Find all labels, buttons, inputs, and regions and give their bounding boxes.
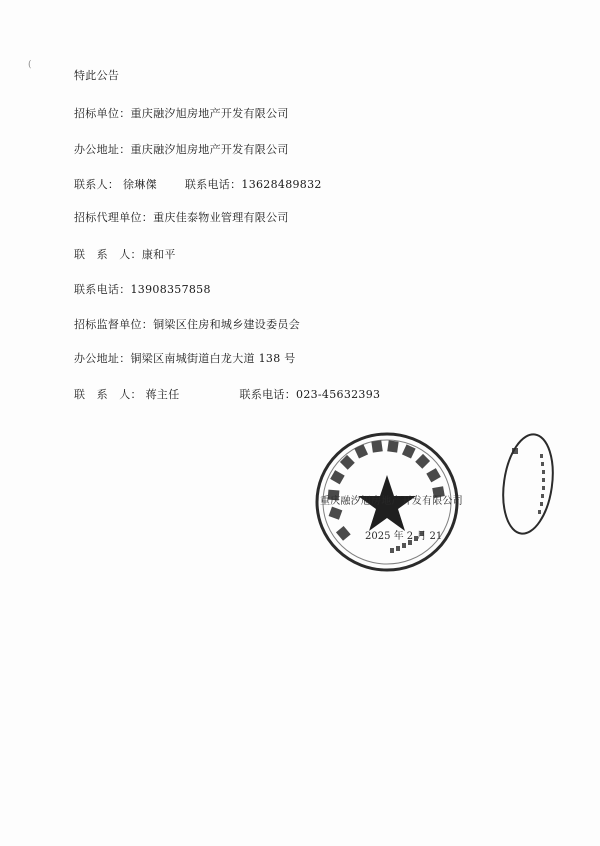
signature-company: 重庆融汐旭房地产开发有限公司 [320, 496, 463, 507]
supervisor-line [74, 318, 300, 332]
agent-value: 重庆佳泰物业管理有限公司 [153, 211, 289, 224]
supervisor-value: 铜梁区住房和城乡建设委员会 [153, 318, 301, 331]
agent-label: 招标代理单位： [74, 211, 154, 224]
supervisor-office-label: 办公地址： [74, 352, 131, 365]
contact-label: 联系人： [74, 178, 120, 191]
office-value: 重庆融汐旭房地产开发有限公司 [130, 143, 289, 156]
tenderer-line [74, 107, 289, 121]
supervisor-phone: 023-45632393 [296, 388, 381, 401]
agent-phone-line [74, 283, 211, 297]
office-line [74, 143, 289, 157]
agent-phone-label: 联系电话： [74, 283, 131, 296]
agent-contact-label: 联 系 人： [74, 248, 142, 261]
contact-name: 徐琳傑 [123, 178, 157, 191]
closing-text: 特此公告 [74, 69, 120, 82]
supervisor-label: 招标监督单位： [74, 318, 154, 331]
supervisor-office-line [74, 352, 296, 366]
signature-date: 2025 年 2 月 21 [365, 531, 443, 542]
supervisor-office-value: 铜梁区南城街道白龙大道 138 号 [130, 352, 296, 365]
closing-line [74, 69, 119, 83]
oval-stamp-graphic [498, 430, 558, 538]
agent-line [74, 211, 289, 225]
agent-contact-value: 康和平 [141, 248, 176, 261]
tenderer-value: 重庆融汐旭房地产开发有限公司 [130, 107, 289, 120]
oval-stamp [498, 430, 558, 538]
office-label: 办公地址： [74, 143, 131, 156]
contact-phone-label: 联系电话： [184, 178, 242, 191]
contact-line [74, 178, 322, 192]
supervisor-contact-line [74, 388, 380, 402]
supervisor-contact-label: 联 系 人： [74, 388, 142, 401]
supervisor-contact-name: 蒋主任 [145, 388, 180, 401]
contact-phone: 13628489832 [241, 178, 322, 191]
supervisor-phone-label: 联系电话： [239, 388, 297, 401]
scan-mark: ( [28, 60, 32, 70]
agent-contact-line [74, 248, 176, 262]
tenderer-label: 招标单位： [74, 107, 131, 120]
agent-phone-value: 13908357858 [130, 283, 211, 296]
